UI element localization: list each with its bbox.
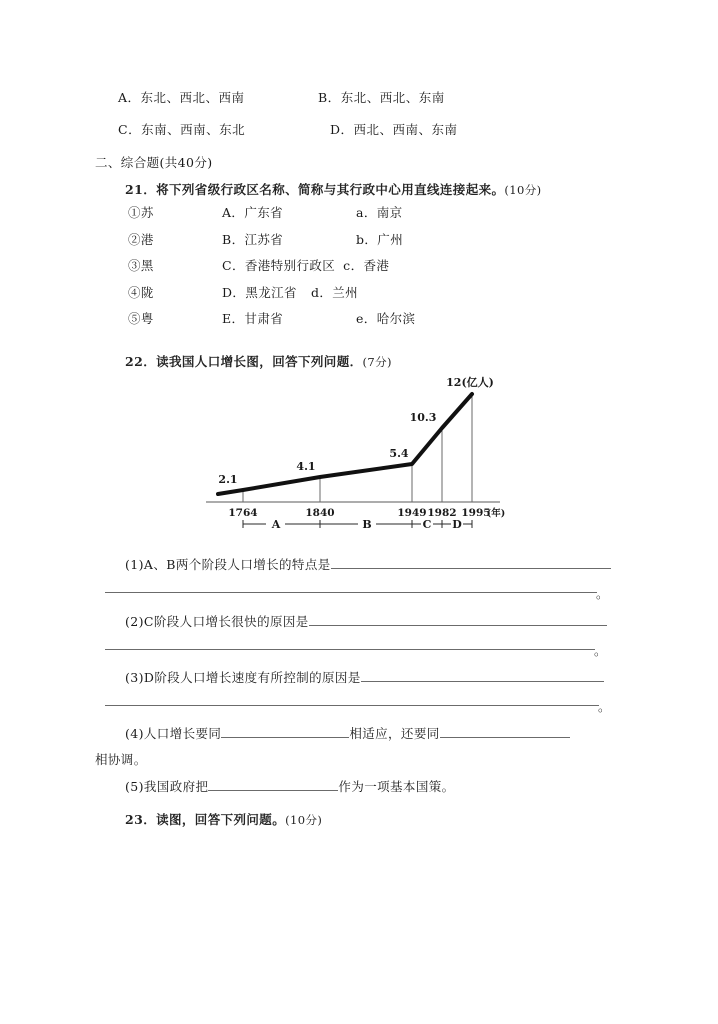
question-23-text: 读图，回答下列问题。	[156, 812, 286, 827]
choice-c-text: 东南、西南、东北	[141, 122, 246, 137]
match-province[interactable]: A．广东省	[222, 205, 284, 220]
match-abbr[interactable]: ①苏	[128, 205, 154, 220]
chart-top-value-label: 12(亿人)	[446, 376, 494, 389]
answer-blank[interactable]	[208, 777, 338, 791]
match-abbr[interactable]: ④陇	[128, 284, 154, 300]
match-province[interactable]: D．黑龙江省	[222, 284, 297, 300]
table-row	[128, 256, 415, 283]
question-21-text: 将下列省级行政区名称、简称与其行政中心用直线连接起来。	[156, 182, 505, 197]
choice-d-text: 西北、西南、东南	[353, 122, 458, 137]
question-23-points: (10分)	[285, 813, 323, 827]
match-capital[interactable]: e．哈尔滨	[356, 311, 416, 326]
q22-sub-4-mid: 相适应，还要同	[349, 726, 440, 741]
q22-sub-1-period: 。	[596, 586, 609, 601]
chart-xtick-label: 1949	[397, 507, 427, 519]
choice-b-text: 东北、西北、东南	[340, 90, 445, 105]
q22-sub-5-post: 作为一项基本国策。	[338, 779, 455, 794]
chart-value-label: 2.1	[218, 473, 238, 486]
chart-xtick-label: 1995	[461, 507, 491, 519]
choice-option-a[interactable]	[118, 88, 318, 106]
match-province[interactable]: E．甘肃省	[222, 311, 284, 326]
answer-blank[interactable]	[105, 649, 595, 650]
q22-sub-1	[125, 555, 611, 573]
question-21-points: (10分)	[504, 183, 542, 197]
answer-blank[interactable]	[105, 592, 597, 593]
answer-blank[interactable]	[221, 724, 349, 738]
choice-option-d[interactable]	[330, 120, 458, 138]
question-22-prompt	[125, 352, 392, 370]
chart-line-series	[218, 394, 472, 494]
match-capital[interactable]: c．香港	[343, 258, 390, 273]
match-capital[interactable]: b．广州	[356, 231, 404, 247]
chart-value-label: 10.3	[409, 411, 437, 424]
chart-xtick-label: 1764	[228, 507, 258, 519]
chart-svg	[180, 370, 510, 535]
question-22-number: 22．	[125, 354, 157, 369]
q22-sub-3-period: 。	[598, 699, 611, 714]
choice-c-label: C．	[118, 122, 142, 137]
q22-sub-3-text: (3)D阶段人口增长速度有所控制的原因是	[125, 670, 361, 685]
q22-sub-1-text: (1)A、B两个阶段人口增长的特点是	[125, 557, 331, 572]
choice-a-label: A．	[118, 90, 141, 105]
choice-row-cd	[118, 120, 638, 138]
question-21-number: 21．	[125, 182, 157, 197]
choice-d-label: D．	[330, 122, 354, 137]
match-province[interactable]: B．江苏省	[222, 231, 284, 247]
choice-a-text: 东北、西北、西南	[140, 90, 245, 105]
q22-sub-5-pre: (5)我国政府把	[125, 779, 209, 794]
q22-sub-5	[125, 777, 455, 795]
question-21-prompt	[125, 180, 542, 198]
answer-blank[interactable]	[309, 612, 607, 626]
chart-xtick-label: 1840	[305, 507, 335, 519]
question-23-prompt	[125, 810, 322, 828]
chart-segment-label-a: A	[271, 518, 281, 531]
choice-row-ab	[118, 88, 638, 106]
match-abbr[interactable]: ⑤粤	[128, 311, 154, 326]
chart-value-label: 5.4	[389, 447, 409, 460]
match-abbr[interactable]: ③黑	[128, 258, 154, 273]
choice-option-c[interactable]	[118, 120, 330, 138]
q22-sub-2-period: 。	[594, 643, 607, 658]
choice-option-b[interactable]	[318, 88, 445, 106]
answer-blank[interactable]	[440, 724, 570, 738]
match-province[interactable]: C．香港特别行政区	[222, 258, 336, 273]
chart-value-label: 4.1	[296, 460, 316, 473]
q21-matching-list	[128, 203, 415, 336]
table-row	[128, 230, 415, 257]
answer-blank[interactable]	[361, 668, 604, 682]
chart-segment-label-d: D	[452, 518, 462, 531]
q22-sub-2-text: (2)C阶段人口增长很快的原因是	[125, 614, 309, 629]
chart-xaxis-unit: (年)	[486, 508, 506, 519]
answer-blank[interactable]	[105, 705, 599, 706]
match-abbr[interactable]: ②港	[128, 231, 154, 247]
q22-sub-4-cont: 相协调。	[95, 752, 147, 767]
table-row	[128, 203, 415, 230]
match-capital[interactable]: d．兰州	[310, 284, 359, 300]
question-22-text: 读我国人口增长图，回答下列问题．	[156, 354, 363, 369]
q22-sub-4-pre: (4)人口增长要同	[125, 726, 222, 741]
q22-sub-2	[125, 612, 607, 630]
population-growth-chart	[180, 370, 510, 535]
question-23-number: 23．	[125, 812, 157, 827]
answer-blank[interactable]	[331, 555, 611, 569]
table-row	[128, 283, 415, 310]
table-row	[128, 309, 415, 336]
match-capital[interactable]: a．南京	[356, 205, 403, 220]
chart-segment-label-b: B	[362, 518, 372, 531]
choice-b-label: B．	[318, 90, 341, 105]
chart-xtick-label: 1982	[427, 507, 457, 519]
q22-sub-4	[125, 724, 570, 742]
chart-segment-label-c: C	[422, 518, 432, 531]
question-22-points: (7分)	[362, 355, 392, 369]
section-heading: 二、综合题(共40分)	[95, 155, 213, 170]
q22-sub-3	[125, 668, 604, 686]
